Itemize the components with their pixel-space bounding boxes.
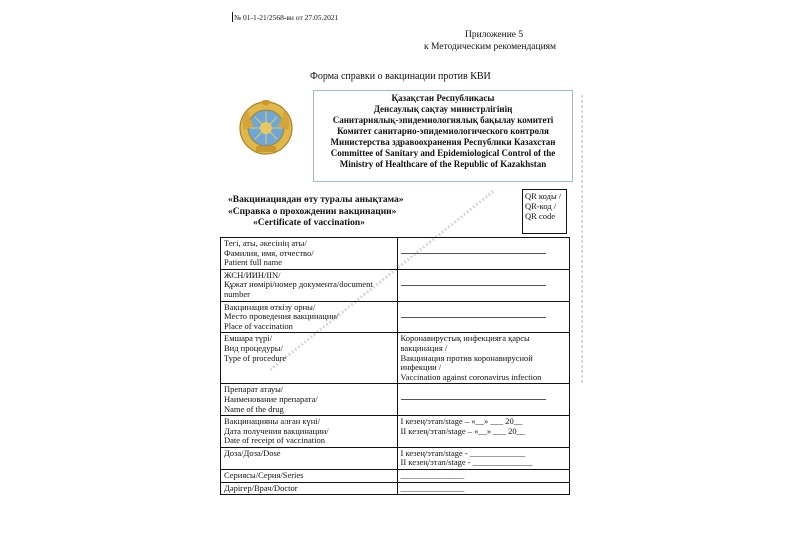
blank-field-line[interactable] (401, 308, 546, 318)
row-value-line: _______________ (400, 470, 465, 481)
row-value[interactable] (397, 238, 569, 270)
row-label (221, 416, 398, 448)
row-value-line: II кезең/этап/stage - ______________ (400, 457, 533, 468)
blank-field-line[interactable] (401, 390, 546, 400)
row-value-line: вакцинация / (400, 342, 448, 353)
row-label-line: Құжат нөмірі/номер документа/document (224, 279, 373, 290)
row-label-line: Фамилия, имя, отчество/ (224, 247, 314, 258)
table-row (221, 482, 570, 495)
row-label-line: Препарат атауы/ (224, 384, 284, 395)
row-label (221, 301, 398, 333)
table-row (221, 301, 570, 333)
row-label-line: Name of the drug (224, 403, 284, 414)
row-label-line: Доза/Доза/Dose (224, 447, 281, 458)
table-row (221, 470, 570, 483)
row-value-line: Вакцинация против коронавирусной (400, 352, 533, 363)
certificate-table (220, 237, 570, 495)
row-label-line: Place of vaccination (224, 320, 293, 331)
row-label-line: Место проведения вакцинации/ (224, 311, 339, 322)
blank-field-line[interactable] (401, 276, 546, 286)
agency-name (314, 93, 572, 170)
agency-line: Денсаулық сақтау министрлігінің (373, 104, 513, 114)
row-label (221, 482, 398, 495)
row-label-line: Сериясы/Серия/Series (224, 470, 304, 481)
row-value[interactable] (397, 470, 569, 483)
row-label-line: Вакцинация өткізу орны/ (224, 301, 316, 312)
certificate-title-en: «Certificate of vaccination» (253, 218, 365, 228)
row-value[interactable] (397, 384, 569, 416)
row-value[interactable] (397, 416, 569, 448)
row-label-line: Тегі, аты, әкесінің аты/ (224, 238, 307, 248)
state-emblem-icon (238, 100, 294, 156)
row-value-line: I кезең/этап/stage - _____________ (400, 447, 526, 458)
row-label-line: Type of procedure (224, 352, 287, 363)
row-label-line: Patient full name (224, 257, 283, 268)
agency-line: Комитет санитарно-эпидемиологического контроля (337, 126, 549, 136)
certificate-title-ru: «Справка о прохождении вакцинации» (228, 206, 397, 217)
agency-line: Қазақстан Республикасы (391, 93, 495, 103)
row-label-line: Наименование препарата/ (224, 393, 318, 404)
row-label-line: Вид процедуры/ (224, 342, 283, 353)
row-value[interactable] (397, 482, 569, 495)
row-value[interactable] (397, 301, 569, 333)
agency-line: Committee of Sanitary and Epidemiological Control of the (330, 148, 556, 158)
table-row (221, 384, 570, 416)
appendix-line-1: Приложение 5 (465, 30, 524, 40)
row-label (221, 238, 398, 270)
blank-field-line[interactable] (401, 244, 546, 254)
agency-header-box (313, 90, 573, 182)
row-value[interactable] (397, 333, 569, 384)
row-label (221, 384, 398, 416)
row-label (221, 269, 398, 301)
row-label-line: Дәрігер/Врач/Doctor (224, 482, 298, 493)
row-value[interactable] (397, 269, 569, 301)
document-number (232, 12, 338, 22)
appendix-line-2: к Методическим рекомендациям (424, 42, 557, 52)
qr-label-en: QR code (525, 211, 555, 221)
row-label-line: Вакцинацияны алған күні/ (224, 416, 321, 427)
row-value-line: Коронавирустық инфекцияға қарсы (400, 333, 530, 344)
agency-line: Ministry of Healthcare of the Republic of Kazakhstan (339, 159, 547, 169)
document-number-text: № 01-1-21/2568-вн от 27.05.2021 (234, 13, 339, 22)
margin-bar (232, 12, 233, 22)
row-value-line: Vaccination against coronavirus infection (400, 371, 542, 382)
row-value-line: инфекции / (400, 362, 442, 373)
row-value-line: II кезең/этап/stage – «__» ___ 20__ (400, 425, 526, 436)
row-value[interactable] (397, 447, 569, 469)
table-row (221, 416, 570, 448)
table-row (221, 238, 570, 270)
qr-label-kz: QR коды / (525, 191, 562, 201)
row-label (221, 447, 398, 469)
certificate-title-kz: «Вакцинациядан өту туралы анықтама» (228, 195, 404, 205)
row-label-line: Date of receipt of vaccination (224, 435, 326, 446)
table-row (221, 333, 570, 384)
table-row (221, 447, 570, 469)
row-label (221, 333, 398, 384)
qr-code-box (522, 189, 567, 234)
table-row (221, 269, 570, 301)
agency-line: Санитариялық-эпидемиологиялық бақылау комитеті (332, 115, 554, 125)
qr-label-ru: QR-код / (525, 201, 557, 211)
row-value-line: _______________ (400, 482, 465, 493)
side-note-stamp (577, 95, 587, 395)
row-label-line: number (224, 288, 250, 299)
row-label-line: Дата получения вакцинации/ (224, 425, 329, 436)
agency-line: Министерства здравоохранения Республики Казахстан (330, 137, 556, 147)
row-value-line: I кезең/этап/stage – «__» ___ 20__ (400, 416, 523, 427)
form-title: Форма справки о вакцинации против КВИ (310, 71, 491, 82)
row-label (221, 470, 398, 483)
row-label-line: ЖСН/ИИН/IIN/ (224, 269, 281, 280)
row-label-line: Емшара түрі/ (224, 333, 272, 344)
